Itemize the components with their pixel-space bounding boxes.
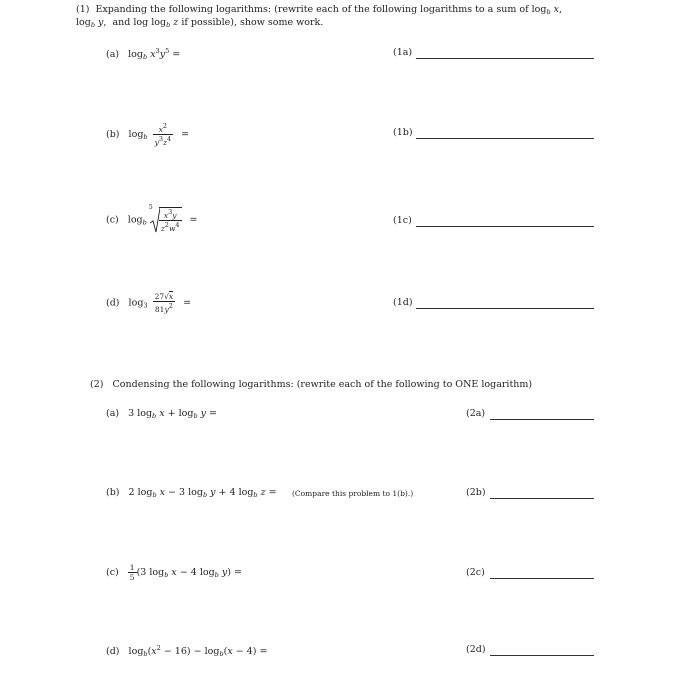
answer-line-2a[interactable] <box>490 419 594 420</box>
problem-1a-label: (a) <box>106 49 120 60</box>
problem-2c: (c) $\frac{1}{5}$ (3 $\log_b x - 4$ $\log_b y$) = <box>106 563 242 582</box>
problem-1c: (c) $\log_b$ 5 $\frac{x^3y}{z^2w^4}$ = <box>106 204 198 233</box>
problem-2a: (a) 3 $\log_b x + \log_b y$ = <box>106 408 218 420</box>
section2-intro-text: Condensing the following logarithms: (rewrite each of the following to ONE logarithm) <box>112 379 533 390</box>
section2-intro <box>90 379 532 390</box>
answer-line-1b[interactable] <box>416 138 594 139</box>
note-2b: (Compare this problem to 1(b).) <box>292 489 414 498</box>
answer-label-2a: (2a) <box>466 408 486 419</box>
answer-label-2b: (2b) <box>466 487 486 498</box>
section2-number: (2) <box>90 379 104 390</box>
problem-1a: (a) $\log_b x^3y^5$ = <box>106 47 181 61</box>
answer-line-2d[interactable] <box>490 655 594 656</box>
answer-label-1c: (1c) <box>393 215 412 226</box>
answer-label-1a: (1a) <box>393 47 413 58</box>
answer-label-1d: (1d) <box>393 297 413 308</box>
problem-2c-label: (c) <box>106 567 119 578</box>
problem-2a-label: (a) <box>106 408 120 419</box>
answer-line-1a[interactable] <box>416 58 594 59</box>
section1-intro-cont: $\log_b y$, and $\log \log_b z$ if possible), show some work. <box>76 17 324 29</box>
section1-intro: (1) Expanding the following logarithms: (rewrite each of the following logarithms to a sum of $\log_b x$, <box>76 4 563 16</box>
problem-2d-label: (d) <box>106 646 120 657</box>
problem-1d: (d) $\log_3$ $\frac{27√x}{81y^2}$ = <box>106 292 192 314</box>
fraction-1d: $\frac{27√x}{81y^2}$ <box>154 292 174 314</box>
answer-line-1d[interactable] <box>416 308 594 309</box>
problem-2b-label: (b) <box>106 487 120 498</box>
problem-1b-label: (b) <box>106 129 120 140</box>
problem-2b: (b) 2 $\log_b x - 3$ $\log_b y + 4$ $\log_b z$ = <box>106 487 277 499</box>
answer-line-2c[interactable] <box>490 578 594 579</box>
answer-line-2b[interactable] <box>490 498 594 499</box>
section1-intro-line2-b: if possible), show some work. <box>181 17 324 28</box>
answer-label-2c: (2c) <box>466 567 485 578</box>
section1-intro-line1: Expanding the following logarithms: (rewrite each of the following logarithms to a sum of log <box>95 4 547 15</box>
answer-line-1c[interactable] <box>416 226 594 227</box>
section1-intro-line2-a: and log <box>112 17 149 28</box>
radical-1c: 5 $\frac{x^3y}{z^2w^4}$ <box>148 204 180 233</box>
section1-number: (1) <box>76 4 90 15</box>
fraction-1b: $\frac{x^2}{y^3z^4}$ <box>154 122 172 147</box>
answer-label-2d: (2d) <box>466 644 486 655</box>
problem-1c-label: (c) <box>106 214 119 226</box>
problem-2d: (d) $\log_b(x^2 - 16) - \log_b(x - 4)$ = <box>106 644 268 658</box>
problem-1b: (b) $\log_b$ $\frac{x^2}{y^3z^4}$ = <box>106 122 190 147</box>
problem-1d-label: (d) <box>106 297 120 309</box>
answer-label-1b: (1b) <box>393 127 413 138</box>
